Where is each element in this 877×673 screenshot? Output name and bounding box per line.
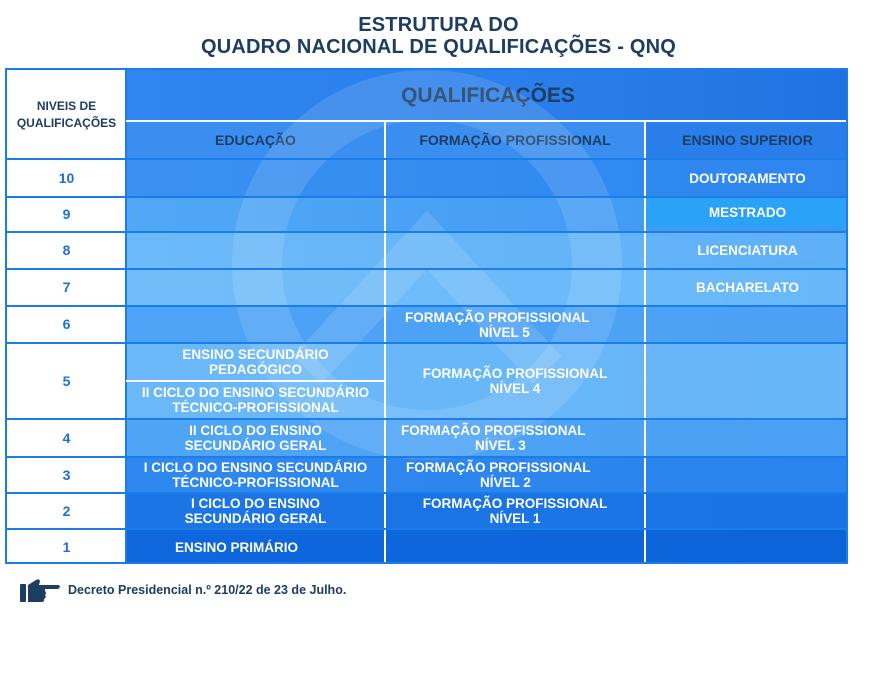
levels-header bbox=[7, 70, 126, 159]
edu-l3: I CICLO DO ENSINO SECUNDÁRIO TÉCNICO-PROFISSIONAL bbox=[143, 460, 368, 490]
level-3: 3 bbox=[7, 457, 126, 493]
form-l2: FORMAÇÃO PROFISSIONAL NÍVEL 1 bbox=[422, 496, 608, 526]
grid-v-1 bbox=[125, 70, 127, 564]
footnote-text: Decreto Presidencial n.º 210/22 de 23 de Julho. bbox=[68, 583, 347, 597]
edu-l2: I CICLO DO ENSINO SECUNDÁRIO GERAL bbox=[184, 496, 327, 526]
title-line-2: QUADRO NACIONAL DE QUALIFICAÇÕES - QNQ bbox=[200, 36, 676, 58]
sup-l8: LICENCIATURA bbox=[697, 243, 798, 258]
qnq-table bbox=[5, 68, 848, 564]
level-7: 7 bbox=[7, 269, 126, 306]
levels-header-line-2: QUALIFICAÇÕES bbox=[16, 115, 117, 130]
grid-h-0 bbox=[7, 158, 848, 160]
level-6: 6 bbox=[7, 306, 126, 343]
grid-h-7 bbox=[7, 456, 848, 458]
qualifications-header-label: QUALIFICAÇÕES bbox=[401, 84, 575, 107]
page-title bbox=[0, 14, 877, 58]
footnote bbox=[20, 576, 346, 604]
level-4: 4 bbox=[7, 419, 126, 457]
sup-l10: DOUTORAMENTO bbox=[689, 170, 806, 186]
level-8: 8 bbox=[7, 232, 126, 269]
form-l6: FORMAÇÃO PROFISSIONAL NÍVEL 5 bbox=[405, 309, 590, 340]
sup-l9: MESTRADO bbox=[645, 197, 848, 227]
level-10: 10 bbox=[7, 159, 126, 197]
column-header-formacao: FORMAÇÃO PROFISSIONAL bbox=[385, 121, 645, 159]
grid-h-2 bbox=[7, 231, 848, 233]
pointing-hand-icon bbox=[20, 576, 62, 604]
grid-h-1 bbox=[7, 196, 848, 198]
form-l5: FORMAÇÃO PROFISSIONAL NÍVEL 4 bbox=[422, 366, 608, 396]
grid-h-8 bbox=[7, 492, 848, 494]
edu-l5b: II CICLO DO ENSINO SECUNDÁRIO TÉCNICO-PROFISSIONAL bbox=[141, 385, 370, 415]
sup-l7: BACHARELATO bbox=[696, 280, 799, 295]
level-5: 5 bbox=[7, 343, 126, 419]
grid-h-5 bbox=[7, 342, 848, 344]
qualifications-header bbox=[126, 70, 848, 121]
edu-l5a: ENSINO SECUNDÁRIO PEDAGÓGICO bbox=[182, 347, 329, 377]
edu-l4: II CICLO DO ENSINO SECUNDÁRIO GERAL bbox=[184, 423, 327, 453]
level-1: 1 bbox=[7, 529, 126, 564]
grid-h-4 bbox=[7, 305, 848, 307]
levels-header-line-1: NIVEIS DE bbox=[36, 98, 97, 113]
column-header-superior: ENSINO SUPERIOR bbox=[645, 121, 848, 159]
form-l4: FORMAÇÃO PROFISSIONAL NÍVEL 3 bbox=[401, 423, 586, 453]
grid-h-3 bbox=[7, 268, 848, 270]
grid-h-q bbox=[126, 120, 848, 122]
column-header-educacao: EDUCAÇÃO bbox=[126, 121, 385, 159]
grid-h-6 bbox=[7, 418, 848, 420]
level-2: 2 bbox=[7, 493, 126, 529]
form-l3: FORMAÇÃO PROFISSIONAL NÍVEL 2 bbox=[406, 460, 591, 490]
edu-l1: ENSINO PRIMÁRIO bbox=[175, 540, 299, 555]
level-9: 9 bbox=[7, 197, 126, 232]
title-line-1: ESTRUTURA DO bbox=[358, 14, 519, 36]
grid-h-9 bbox=[7, 528, 848, 530]
grid-h-5b bbox=[126, 380, 385, 382]
